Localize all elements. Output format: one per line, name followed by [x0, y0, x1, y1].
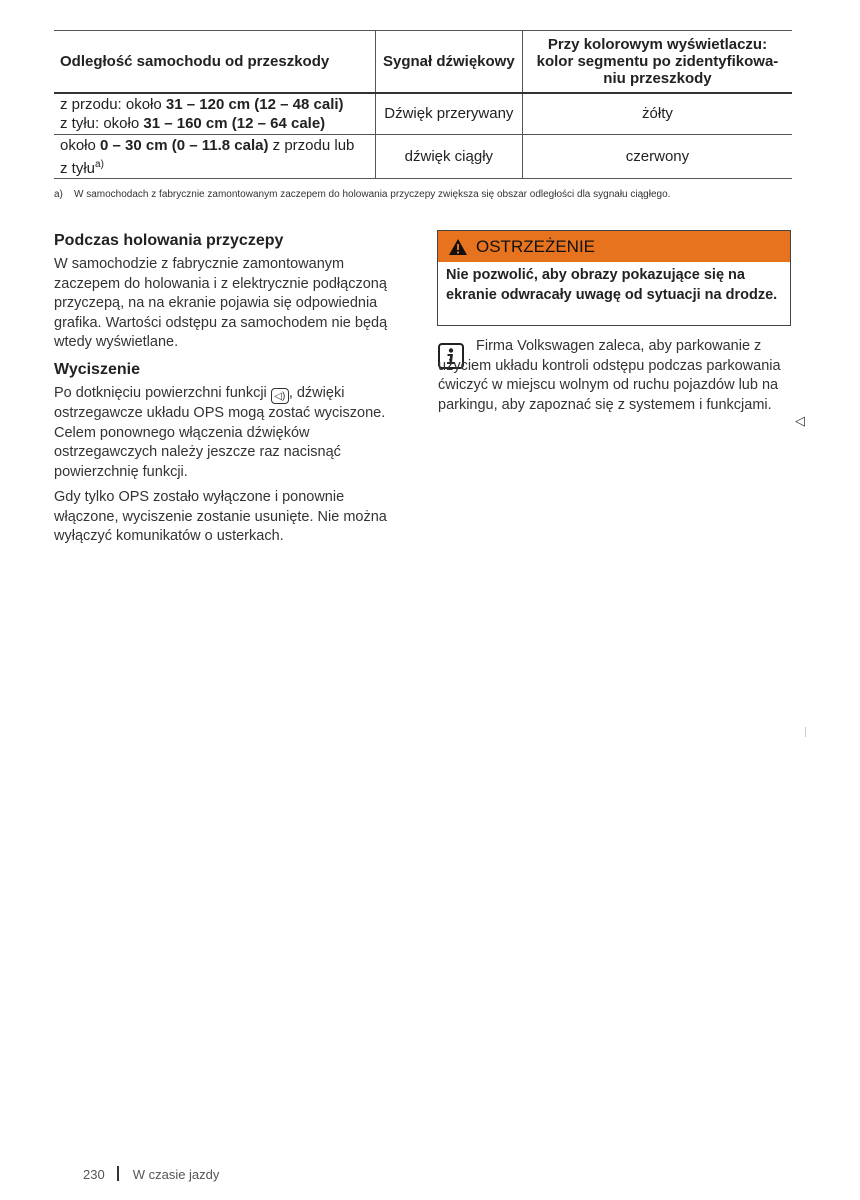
- page-footer: [83, 1166, 219, 1182]
- margin-mark: [805, 727, 806, 737]
- footnote-reference: a): [95, 158, 104, 170]
- distance-text: z tyłu: [60, 159, 96, 177]
- mute-heading: Wyciszenie: [54, 361, 140, 378]
- section-title: W czasie jazdy: [132, 1167, 220, 1182]
- table-row: [54, 93, 792, 135]
- warning-triangle-icon: [448, 238, 468, 256]
- column-header-color: Przy kolorowym wyświetlaczu: kolor segmentu po zidentyfikowa-niu przeszkody: [522, 31, 792, 93]
- distance-text: z przodu: około: [60, 95, 166, 113]
- section-end-icon: ◁: [795, 413, 805, 428]
- mute-text: , dźwięki ostrzegawcze układu OPS mogą zostać wyciszone. Celem ponownego włączenia dźwięków ostrzegawczych należy jeszcze raz nacisnąć powierzchnię funkcji.: [54, 385, 386, 480]
- distance-text: z przodu lub: [268, 136, 355, 154]
- footer-divider: [117, 1166, 119, 1181]
- mute-text: Po dotknięciu powierzchni funkcji: [54, 385, 271, 401]
- table-row: [54, 135, 792, 179]
- footnote-mark: a): [54, 189, 63, 200]
- distance-text: około: [60, 136, 101, 154]
- distance-cell: [54, 135, 375, 179]
- color-cell: czerwony: [522, 135, 792, 179]
- distance-cell: [54, 93, 375, 135]
- table-footnote: [54, 187, 789, 203]
- table-header-row: [54, 31, 792, 93]
- towing-heading: Podczas holowania przyczepy: [54, 232, 284, 249]
- warning-box: [437, 230, 791, 326]
- towing-paragraph: W samochodzie z fabrycznie zamontowanym zaczepem do holowania i z elektrycznie podłączoną przyczepą, na na ekranie pojawia się odpowiednia grafika. Wartości odstępu za samochodem nie będą wtedy wyświetlane.: [54, 256, 388, 350]
- mute-speaker-icon: ◁): [271, 388, 289, 404]
- info-paragraph: Firma Volkswagen zaleca, aby parkowanie z użyciem układu kontroli odstępu podczas parkowania ćwiczyć w miejscu wolnym od ruchu pojazdów lub na parkingu, aby zapoznać się z systemem i funkcjami.: [438, 338, 781, 413]
- distance-value: 31 – 120 cm (12 – 48 cali): [165, 95, 344, 113]
- ops-signal-table: [54, 30, 792, 179]
- distance-value: 0 – 30 cm (0 – 11.8 cala): [100, 136, 269, 154]
- mute-paragraph-2: Gdy tylko OPS zostało wyłączone i ponownie włączone, wyciszenie zostanie usunięte. Nie można wyłączyć komunikatów o usterkach.: [54, 489, 387, 544]
- column-header-signal: Sygnał dźwiękowy: [375, 31, 522, 93]
- distance-text: z tyłu: około: [60, 114, 144, 132]
- page-number: 230: [83, 1167, 105, 1182]
- warning-header: [438, 231, 790, 262]
- distance-value: 31 – 160 cm (12 – 64 cale): [143, 114, 326, 132]
- signal-cell: Dźwięk przerywany: [375, 93, 522, 135]
- warning-text: Nie pozwolić, aby obrazy pokazujące się na ekranie odwracały uwagę od sytuacji na drodze.: [446, 267, 778, 303]
- warning-title: OSTRZEŻENIE: [476, 236, 596, 256]
- mute-paragraph: [54, 384, 404, 482]
- signal-cell: dźwięk ciągły: [375, 135, 522, 179]
- footnote-text: W samochodach z fabrycznie zamontowanym zaczepem do holowania przyczepy zwiększa się obszar odległości dla sygnału ciągłego.: [74, 189, 671, 200]
- color-cell: żółty: [522, 93, 792, 135]
- column-header-distance: Odległość samochodu od przeszkody: [54, 31, 375, 93]
